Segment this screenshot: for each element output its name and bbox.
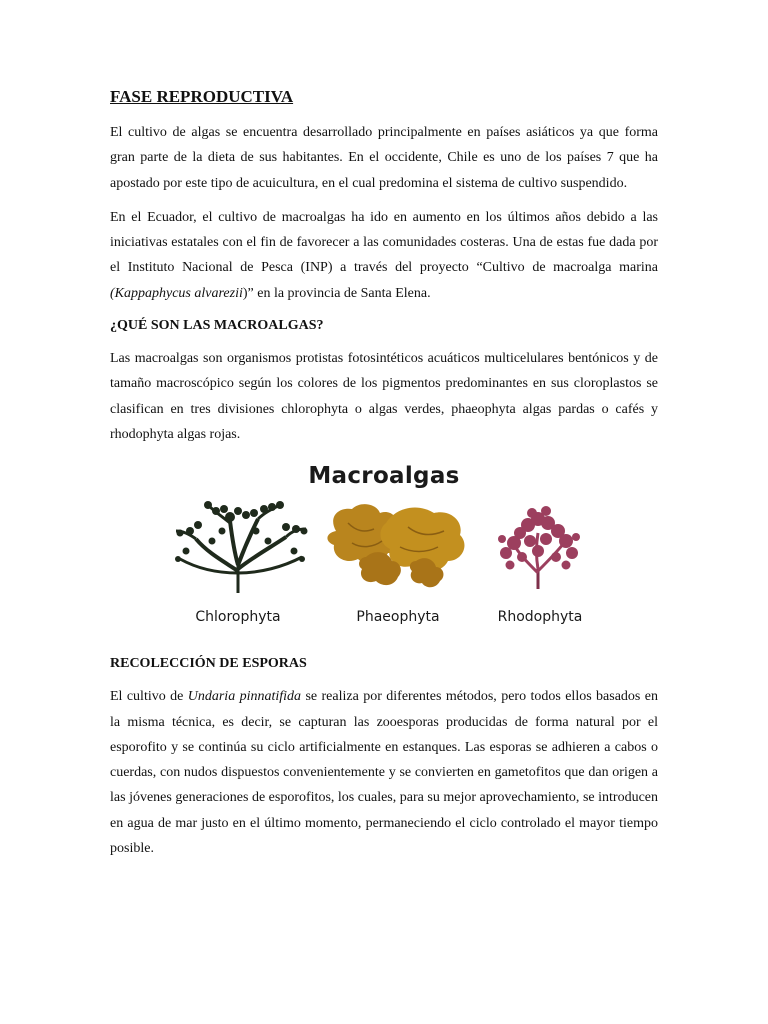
- species-name-undaria: Undaria pinnatifida: [187, 689, 302, 705]
- paragraph-recoleccion: [110, 684, 658, 861]
- paragraph-ecuador-text: En el Ecuador, el cultivo de macroalgas ha ido en aumento en los últimos años debido a las iniciativas estatales con el fin de favorecer a las comunidades costeras. Una de estas fue dada por el Instituto Nacional de Pesca (INP) a través del proyecto “Cultivo de macroalga marina: [110, 209, 658, 276]
- document-page: [110, 86, 658, 870]
- paragraph-recoleccion-text: El cultivo de: [110, 689, 188, 705]
- section-heading-macroalgas: ¿QUÉ SON LAS MACROALGAS?: [110, 318, 324, 334]
- species-name-kappaphycus: (Kappaphycus alvarezii: [110, 285, 243, 301]
- paragraph-macroalgas-definition: Las macroalgas son organismos protistas fotosintéticos acuáticos multicelulares bentónicos y de tamaño macroscópico según los colores de los pigmentos predominantes en sus cloroplastos se clasifican en tres divisiones chlorophyta o algas verdes, phaeophyta algas pardas o cafés y rhodophyta algas rojas.: [110, 351, 658, 442]
- figure-label-chlorophyta: Chlorophyta: [195, 609, 281, 626]
- paragraph-ecuador: [110, 205, 658, 306]
- page-title: FASE REPRODUCTIVA: [110, 87, 294, 106]
- macroalgas-figure: [168, 461, 600, 639]
- chlorophyta-image: [175, 501, 308, 593]
- paragraph-recoleccion-text-end: se realiza por diferentes métodos, pero todos ellos basados en la misma técnica, es decir, se capturan las zooesporas producidas de forma natural por el esporofito y se continúa su ciclo artificialmente en estanques. Las esporas se adhieren a cabos o cuerdas, con nudos dispuestos convenientemente y se convierten en gametofitos que dan origen a las jóvenes generaciones de esporofitos, los cuales, para su mejor aprovechamiento, se introducen en agua de mar justo en el último momento, permaneciendo el ciclo controlado el mayor tiempo posible.: [110, 689, 658, 857]
- paragraph-ecuador-text-end: )” en la provincia de Santa Elena.: [242, 285, 431, 301]
- paragraph-cultivo-algas: El cultivo de algas se encuentra desarrollado principalmente en países asiáticos ya que forma gran parte de la dieta de sus habitantes. En el occidente, Chile es uno de los países 7 que ha apostado por este tipo de acuicultura, en el cual predomina el sistema de cultivo suspendido.: [110, 125, 658, 191]
- figure-title: Macroalgas: [308, 463, 460, 490]
- phaeophyta-image: [327, 504, 464, 587]
- rhodophyta-image: [498, 506, 580, 589]
- figure-label-rhodophyta: Rhodophyta: [497, 609, 583, 626]
- figure-label-phaeophyta: Phaeophyta: [356, 609, 440, 626]
- section-heading-recoleccion: RECOLECCIÓN DE ESPORAS: [110, 656, 307, 672]
